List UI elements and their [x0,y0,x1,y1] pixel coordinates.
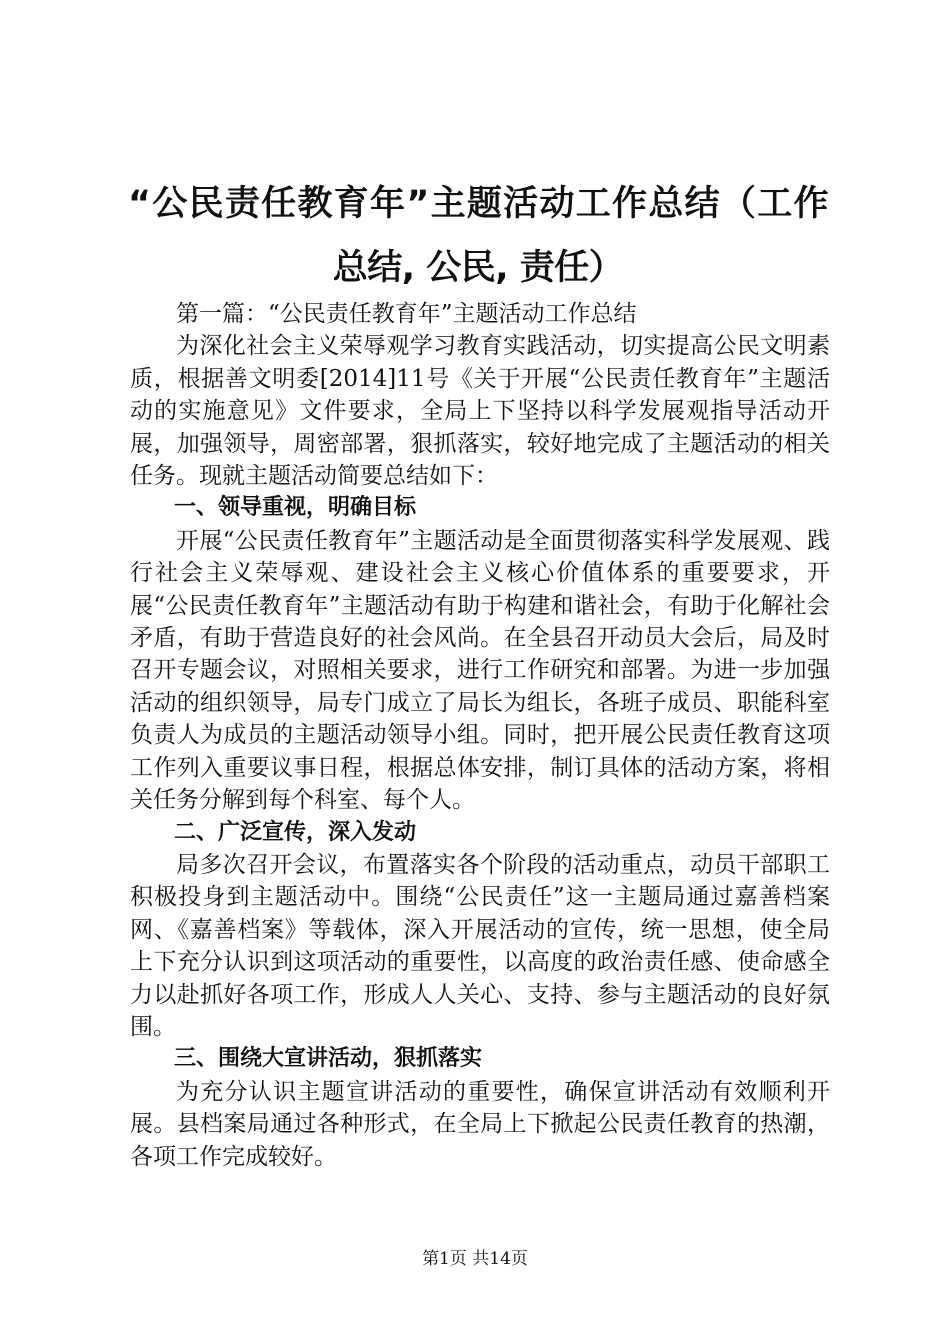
section-paragraph-3: 为充分认识主题宣讲活动的重要性，确保宣讲活动有效顺利开展。县档案局通过各种形式，在全局上下掀起公民责任教育的热潮，各项工作完成较好。 [130,1078,830,1170]
intro-paragraph: 为深化社会主义荣辱观学习教育实践活动，切实提高公民文明素质，根据善文明委[2014]11号《关于开展“公民责任教育年”主题活动的实施意见》文件要求，全局上下坚持以科学发展观指导活动开展，加强领导，周密部署，狠抓落实，较好地完成了主题活动的相关任务。现就主题活动简要总结如下： [130,333,830,490]
document-body [130,298,830,1173]
section-heading-3: 三、围绕大宣讲活动，狠抓落实 [174,1046,483,1072]
section-heading-2: 二、广泛宣传，深入发动 [174,819,417,845]
subheading: 第一篇：“公民责任教育年”主题活动工作总结 [176,301,637,327]
document-title: “公民责任教育年”主题活动工作总结（工作总结, 公民, 责任） [128,184,828,288]
section-paragraph-1: 开展“公民责任教育年”主题活动是全面贯彻落实科学发展观、践行社会主义荣辱观、建设社会主义核心价值体系的重要要求，开展“公民责任教育年”主题活动有助于构建和谐社会，有助于化解社会矛盾，有助于营造良好的社会风尚。在全县召开动员大会后，局及时召开专题会议，对照相关要求，进行工作研究和部署。为进一步加强活动的组织领导，局专门成立了局长为组长，各班子成员、职能科室负责人为成员的主题活动领导小组。同时，把开展公民责任教育这项工作列入重要议事日程，根据总体安排，制订具体的活动方案，将相关任务分解到每个科室、每个人。 [130,527,830,814]
section-heading-1: 一、领导重视，明确目标 [174,495,417,521]
section-paragraph-2: 局多次召开会议，布置落实各个阶段的活动重点，动员干部职工积极投身到主题活动中。围绕“公民责任”这一主题局通过嘉善档案网、《嘉善档案》等载体，深入开展活动的宣传，统一思想，使全局上下充分认识到这项活动的重要性，以高度的政治责任感、使命感全力以赴抓好各项工作，形成人人关心、支持、参与主题活动的良好氛围。 [130,851,830,1040]
page-footer: 第1页 共14页 [422,1249,528,1269]
